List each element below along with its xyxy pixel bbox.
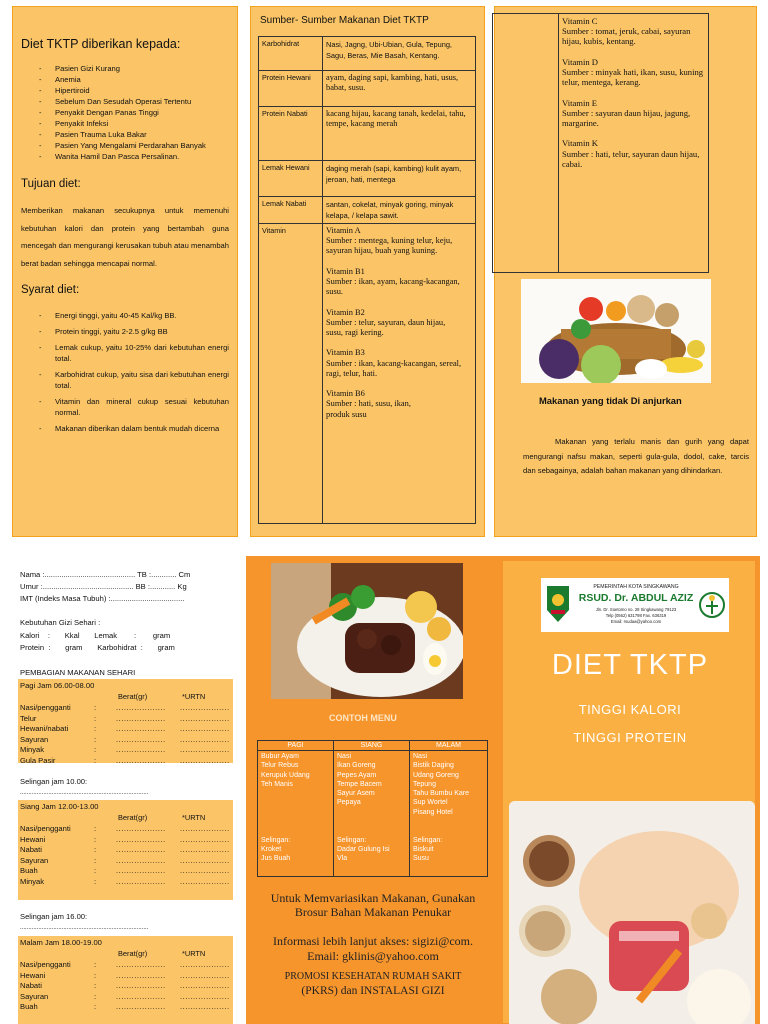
meal-item-row [20,756,230,765]
form-umur[interactable]: Umur :........................................... BB :............ Kg [20,582,187,591]
col-berat-header: Berat(gr) [118,813,148,822]
email-text: Email: gklinis@yahoo.com [307,949,439,963]
food-source-value: kacang hijau, kacang tanah, kedelai, tahu, tempe, kacang merah [323,107,476,161]
meal-item-weight-field[interactable]: ................... [116,755,166,765]
info-text: Informasi lebih lanjut akses: sigizi@com. [272,934,473,948]
meal-item-weight-field[interactable]: ................... [116,734,166,744]
snack1-label: Selingan jam 10.00: [20,777,88,786]
meal-item-weight-field[interactable]: ................... [116,724,166,733]
food-source-row [259,161,476,197]
meal-item-weight-field[interactable]: ................... [116,745,166,754]
meal-block-noon [18,800,233,900]
meal-item-urt-field[interactable]: ................... [180,991,230,1001]
panel-patient-form [12,564,236,1024]
meal-item-row [20,703,230,712]
form-kebutuhan: Kebutuhan Gizi Sehari : [20,618,101,627]
meal-item-weight-field[interactable]: ................... [116,960,166,969]
meal-item-weight-field[interactable]: ................... [116,991,166,1001]
logo-line1: PEMERINTAH KOTA SINGKAWANG [593,584,679,590]
meal-item-colon: : [94,981,97,990]
heading-requirements: Syarat diet: [21,284,80,296]
logo-line2: RSUD. Dr. ABDUL AZIZ [578,592,694,604]
food-source-value: Vitamin A Sumber : mentega, kuning telur, keju, sayuran hijau, buah yang kuning. Vitamin B1 Sumber : ikan, ayam, kacang-kacangan, susu. Vitamin B2 Sumber : telur, sayuran, daun hijau, susu, ragi kering. Vitamin B3 Sumber : ikan, kacang-kacangan, sereal, ragi, telur, hati. Vitamin B6 Sumber : hati, susu, ikan, produk susu [323,224,476,524]
meal-item-urt-field[interactable]: ................... [180,713,230,723]
form-nama[interactable]: Nama :........................................... TB :............ Cm [20,570,191,579]
meal-item-label: Gula Pasir [20,755,56,765]
cover-subtitle-2: TINGGI PROTEIN [573,730,687,745]
meal-item-colon: : [94,845,97,854]
meal-item-row [20,824,230,833]
meal-item-label: Buah [20,1002,38,1011]
meal-item-urt-field[interactable]: ................... [180,866,230,875]
meal-item-row [20,992,230,1001]
form-imt[interactable]: IMT (Indeks Masa Tubuh) :................................... [20,594,185,603]
meal-item-urt-field[interactable]: ................... [180,970,230,980]
meal-block-title: Siang Jam 12.00-13.00 [20,802,99,811]
given-to-item: - Anemia [21,74,229,85]
meal-item-label: Hewani [20,834,46,844]
meal-item-colon: : [94,1002,97,1011]
vegetable-basket-image [521,279,711,383]
not-recommended-title: Makanan yang tidak Di anjurkan [539,395,682,406]
food-source-row [259,107,476,161]
col-urt-header: *URTN [182,692,206,701]
given-to-item: - Penyakit Infeksi [21,118,229,129]
meal-item-label: Nabati [20,845,42,854]
snack2-dots[interactable]: ............................................................................. [20,925,149,931]
meal-item-urt-field[interactable]: ................... [180,834,230,844]
meal-item-row [20,960,230,969]
meal-item-row [20,866,230,875]
meal-item-urt-field[interactable]: ................... [180,745,230,754]
food-source-row [259,71,476,107]
food-source-label: Vitamin [259,224,323,524]
meal-item-weight-field[interactable]: ................... [116,845,166,854]
meal-item-urt-field[interactable]: ................... [180,824,230,833]
heading-goal: Tujuan diet: [21,178,81,190]
meal-item-row [20,981,230,990]
meal-item-weight-field[interactable]: ................... [116,1002,166,1011]
meal-item-weight-field[interactable]: ................... [116,981,166,990]
meal-item-colon: : [94,755,97,765]
food-source-label: Protein Nabati [259,107,323,161]
requirement-item: - Energi tinggi, yaitu 40-45 Kal/kg BB. [21,310,229,321]
requirement-item: - Protein tinggi, yaitu 2-2.5 g/kg BB [21,326,229,337]
food-source-row [259,224,476,524]
protein-foods-image [509,801,755,1024]
meal-item-label: Hewani/nabati [20,724,69,733]
food-source-label: Lemak Hewani [259,161,323,197]
meal-item-row [20,735,230,744]
hospital-logo-banner [541,578,729,632]
meal-item-weight-field[interactable]: ................... [116,876,166,886]
meal-item-label: Nasi/pengganti [20,703,71,712]
menu-header-siang: SIANG [334,741,410,751]
meal-item-urt-field[interactable]: ................... [180,703,230,712]
meal-block-morning [18,679,233,763]
panel-cover [498,556,760,1024]
meal-item-colon: : [94,724,97,733]
food-source-value: daging merah (sapi, kambing) kulit ayam, jeroan, hati, mentega [323,161,476,197]
heading-given-to: Diet TKTP diberikan kepada: [21,37,181,51]
meal-item-colon: : [94,866,97,875]
goal-text: Memberikan makanan secukupnya untuk memenuhi kebutuhan kalori dan protein yang bertambah guna mencegah dan mengurangi kerusakan tubuh atau menambah berat badan sehingga mencapai normal. [21,206,229,268]
meal-item-label: Minyak [20,876,45,886]
meal-item-label: Nasi/pengganti [20,824,71,833]
requirement-item: - Lemak cukup, yaitu 10-25% dari kebutuhan energi total. [21,342,229,364]
meal-item-weight-field[interactable]: ................... [116,855,166,865]
cover-subtitle-1: TINGGI KALORI [578,702,682,717]
given-to-item: - Pasien Yang Mengalami Perdarahan Banyak [21,140,229,151]
not-recommended-text: Makanan yang terlalu manis dan gurih yang dapat mengurangi nafsu makan, seperti gula-gula, dodol, cake, tarcis dan sebagainya, adalah bahan makanan yang dihindarkan. [523,437,749,475]
meal-item-label: Nabati [20,981,42,990]
requirement-item: - Makanan diberikan dalam bentuk mudah dicerna [21,423,229,434]
meal-item-urt-field[interactable]: ................... [180,734,230,744]
requirement-item: - Karbohidrat cukup, yaitu sisa dari kebutuhan energi total. [21,369,229,391]
col-urt-header: *URTN [182,813,206,822]
panel-food-sources [250,6,485,537]
meal-item-label: Buah [20,866,38,875]
meal-item-colon: : [94,970,97,980]
form-kalori[interactable]: Kalori : Kkal Lemak : gram [20,631,171,640]
col-urt-header: *URTN [182,949,206,958]
meal-item-weight-field[interactable]: ................... [116,824,166,833]
food-source-label: Lemak Nabati [259,197,323,224]
meal-item-urt-field[interactable]: ................... [180,981,230,990]
given-to-item: - Sebelum Dan Sesudah Operasi Tertentu [21,96,229,107]
food-source-value: ayam, daging sapi, kambing, hati, usus, babat, susu. [323,71,476,107]
meal-item-urt-field[interactable]: ................... [180,724,230,733]
meal-item-label: Sayuran [20,991,49,1001]
panel-menu-example [246,556,498,1024]
food-source-label: Protein Hewani [259,71,323,107]
meal-item-weight-field[interactable]: ................... [116,970,166,980]
meal-item-colon: : [94,713,97,723]
hospital-emblem-icon [699,586,725,624]
meal-item-colon: : [94,876,97,886]
given-to-item: - Hipertiroid [21,85,229,96]
requirements-list [21,310,229,434]
food-sources-title: Sumber- Sumber Makanan Diet TKTP [260,15,429,26]
sample-menu-title: CONTOH MENU [329,713,397,723]
meal-item-row [20,856,230,865]
meal-item-row [20,714,230,723]
given-to-list [21,63,229,162]
menu-cell-pagi: Bubur Ayam Telur Rebus Kerupuk Udang Teh Manis Selingan: Kroket Jus Buah [258,751,334,877]
food-source-value: Nasi, Jagng, Ubi-Ubian, Gula, Tepung, Sagu, Beras, Mie Basah, Kentang. [323,37,476,71]
meal-item-label: Sayuran [20,855,49,865]
given-to-item: - Pasien Gizi Kurang [21,63,229,74]
promo-line2: (PKRS) dan INSTALASI GIZI [301,985,445,997]
sample-menu-table [257,740,488,877]
food-source-label: Karbohidrat [259,37,323,71]
meal-item-label: Hewani [20,970,46,980]
meal-item-row [20,724,230,733]
meal-item-colon: : [94,960,97,969]
requirement-item: - Vitamin dan mineral cukup sesuai kebutuhan normal. [21,396,229,418]
form-pembagian: PEMBAGIAN MAKANAN SEHARI [20,668,136,677]
meal-item-colon: : [94,734,97,744]
beef-dish-image [271,563,463,699]
menu-header-pagi: PAGI [258,741,334,751]
panel-diet-indications [12,6,238,537]
snack2-label: Selingan jam 16.00: [20,912,88,921]
given-to-item: - Wanita Hamil Dan Pasca Persalinan. [21,151,229,162]
given-to-item: - Pasien Trauma Luka Bakar [21,129,229,140]
meal-item-weight-field[interactable]: ................... [116,834,166,844]
meal-item-urt-field[interactable]: ................... [180,755,230,765]
food-source-value: santan, cokelat, minyak goring, minyak kelapa, / kelapa sawit. [323,197,476,224]
col-berat-header: Berat(gr) [118,949,148,958]
menu-cell-siang: Nasi Ikan Goreng Pepes Ayam Tempe Bacem Sayur Asem Pepaya Selingan: Dadar Gulung Isi Vla [334,751,410,877]
menu-header-malam: MALAM [410,741,488,751]
logo-line3: Jln. Dr. Soetomo no. 28 Singkawang 79123 [595,607,677,612]
meal-item-urt-field[interactable]: ................... [180,845,230,854]
meal-item-weight-field[interactable]: ................... [116,703,166,712]
meal-item-urt-field[interactable]: ................... [180,855,230,865]
meal-block-title: Pagi Jam 06.00-08.00 [20,681,95,690]
meal-item-urt-field[interactable]: ................... [180,876,230,886]
food-sources-table [258,36,476,524]
meal-item-colon: : [94,824,97,833]
snack1-dots[interactable]: ............................................................................. [20,790,149,796]
meal-item-row [20,845,230,854]
given-to-item: - Penyakit Dengan Panas Tinggi [21,107,229,118]
meal-item-label: Telur [20,713,37,723]
cover-title: DIET TKTP [551,649,709,681]
meal-item-label: Sayuran [20,734,49,744]
panel-vitamins-continued [494,6,757,537]
city-emblem-icon [545,584,571,624]
meal-item-urt-field[interactable]: ................... [180,1002,230,1011]
meal-item-row [20,877,230,886]
meal-item-colon: : [94,745,97,754]
meal-item-row [20,835,230,844]
meal-block-title: Malam Jam 18.00-19.00 [20,938,102,947]
meal-item-label: Nasi/pengganti [20,960,71,969]
meal-item-weight-field[interactable]: ................... [116,713,166,723]
meal-item-row [20,971,230,980]
food-source-row [259,197,476,224]
meal-item-colon: : [94,703,97,712]
form-protein[interactable]: Protein : gram Karbohidrat : gram [20,643,175,652]
meal-item-weight-field[interactable]: ................... [116,866,166,875]
meal-item-label: Minyak [20,745,45,754]
variation-text: Untuk Memvariasikan Makanan, Gunakan Brosur Bahan Makanan Penukar [270,891,476,919]
meal-item-row [20,745,230,754]
meal-item-colon: : [94,855,97,865]
meal-item-row [20,1002,230,1011]
col-berat-header: Berat(gr) [118,692,148,701]
menu-cell-malam: Nasi Bistik Daging Udang Goreng Tepung Tahu Bumbu Kare Sup Wortel Pisang Hotel Selingan: Biskuit Susu [410,751,488,877]
meal-item-colon: : [94,991,97,1001]
vitamins-continued-text: Vitamin C Sumber : tomat, jeruk, cabai, sayuran hijau, kubis, kentang. Vitamin D Sumber : minyak hati, ikan, susu, kuning telur, mentega, kerang. Vitamin E Sumber : sayuran daun hijau, jagung, margarine. Vitamin K Sumber : hati, telur, sayuran daun hijau, cabai. [562,16,704,169]
logo-line5: Email: rsudaa@yahoo.com [610,619,662,624]
vitamins-continued-table [492,13,709,273]
meal-item-colon: : [94,834,97,844]
food-source-row [259,37,476,71]
promo-line1: PROMOSI KESEHATAN RUMAH SAKIT [284,971,462,982]
logo-line4: Telp (0562) 631798 Fax. 636319 [605,613,667,618]
meal-item-urt-field[interactable]: ................... [180,960,230,969]
meal-block-evening [18,936,233,1024]
